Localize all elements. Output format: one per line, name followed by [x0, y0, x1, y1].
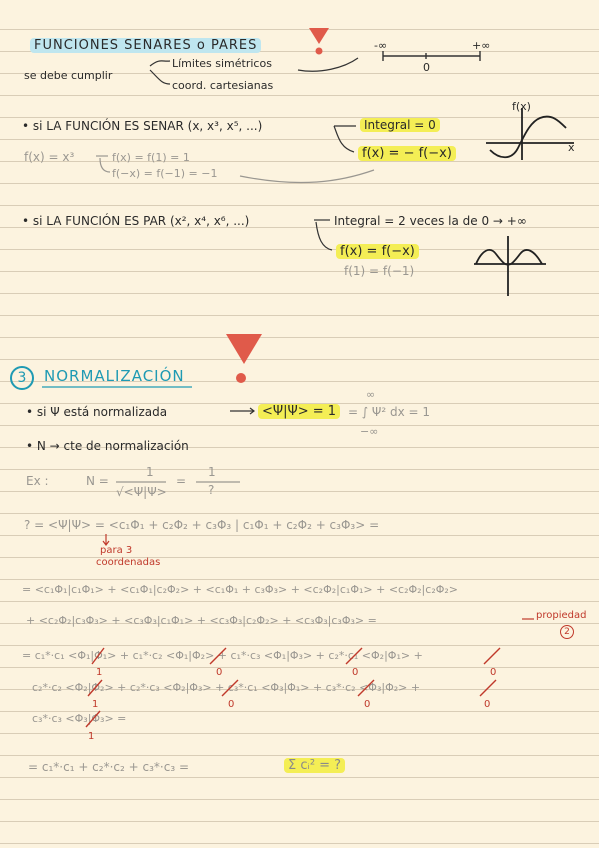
section-number: 3 — [10, 366, 34, 390]
branch-line — [150, 61, 170, 66]
final-sum: = c₁*·c₁ + c₂*·c₂ + c₃*·c₃ = — [28, 760, 189, 774]
arrow-line — [100, 158, 110, 172]
coefficient-line-2: c₂*·c₂ <Φ₂|Φ₂> + c₂*·c₃ <Φ₂|Φ₃> + c₃*·c₁ <Φ₃|Φ₁> + c₃*·c₂ <Φ₃|Φ₂> + — [32, 681, 421, 694]
propiedad-note: propiedad — [536, 610, 587, 621]
mark-zero: 0 — [216, 667, 223, 678]
axis-plus-inf-label: +∞ — [472, 39, 491, 52]
coefficient-line-3: c₃*·c₃ <Φ₃|Φ₃> = — [32, 712, 127, 725]
warning-icon — [309, 28, 329, 55]
example-denominator: √<Ψ|Ψ> — [116, 485, 167, 499]
senar-property: f(x) = − f(−x) — [358, 146, 456, 161]
bracket-expression: ? = <Ψ|Ψ> = <c₁Φ₁ + c₂Φ₂ + c₃Φ₃ | c₁Φ₁ + c₂Φ₂ + c₃Φ₃> = — [24, 518, 380, 532]
example-equals: = — [176, 474, 187, 488]
limites-simetricos-text: Límites simétricos — [172, 57, 272, 70]
coord-cartesianas-text: coord. cartesianas — [172, 79, 274, 92]
expansion-line-1: = <c₁Φ₁|c₁Φ₁> + <c₁Φ₁|c₂Φ₂> + <c₁Φ₁ + c₃Φ₃> + <c₂Φ₂|c₁Φ₁> + <c₂Φ₂|c₂Φ₂> — [22, 583, 459, 596]
par-bullet: • si LA FUNCIÓN ES PAR (x², x⁴, x⁶, ...) — [22, 214, 250, 228]
senar-example-f: f(x) = x³ — [24, 150, 75, 164]
graph-label-f: f(x) — [512, 100, 531, 113]
integral-lower-limit: −∞ — [360, 425, 379, 438]
mark-zero: 0 — [228, 699, 235, 710]
section-title: FUNCIONES SENARES o PARES — [30, 38, 261, 53]
normalized-bullet: • si Ψ está normalizada — [26, 405, 168, 419]
arrow-line — [240, 170, 374, 183]
even-function-graph — [474, 236, 546, 296]
mark-zero: 0 — [490, 667, 497, 678]
mark-zero: 0 — [364, 699, 371, 710]
strike-marks — [86, 648, 500, 727]
branch-line — [150, 70, 170, 84]
axis-zero-label: 0 — [423, 61, 430, 74]
para3-note-2: coordenadas — [96, 557, 161, 568]
normalized-integral: = ∫ Ψ² dx = 1 — [348, 405, 431, 419]
example-numerator-2: 1 — [208, 465, 216, 479]
example-n: N = — [86, 474, 109, 488]
senar-bullet: • si LA FUNCIÓN ES SENAR (x, x³, x⁵, ...) — [22, 119, 263, 133]
mark-one: 1 — [92, 699, 99, 710]
arrow-line — [298, 58, 358, 71]
para3-note-1: para 3 — [100, 545, 133, 556]
propiedad-number: 2 — [560, 625, 574, 639]
par-integral: Integral = 2 veces la de 0 → +∞ — [334, 214, 527, 228]
se-debe-cumplir-text: se debe cumplir — [24, 69, 113, 82]
axis-minus-inf-label: -∞ — [374, 39, 388, 52]
mark-one: 1 — [88, 731, 95, 742]
graph-label-x: x — [568, 141, 575, 154]
arrow-line — [316, 222, 332, 250]
final-result: Σ cᵢ² = ? — [284, 758, 345, 773]
number-line — [383, 51, 480, 61]
arrow-line — [334, 126, 354, 152]
senar-example-a: f(x) = f(1) = 1 — [112, 151, 190, 164]
example-denominator-2: ? — [208, 483, 215, 497]
normalized-condition: <Ψ|Ψ> = 1 — [258, 404, 340, 419]
senar-integral: Integral = 0 — [360, 118, 440, 132]
expansion-line-2: + <c₂Φ₂|c₃Φ₃> + <c₃Φ₃|c₁Φ₁> + <c₃Φ₃|c₂Φ₂> + <c₃Φ₃|c₃Φ₃> = — [26, 614, 377, 627]
par-property: f(x) = f(−x) — [336, 244, 419, 259]
normalization-constant-bullet: • N → cte de normalización — [26, 439, 189, 453]
example-label: Ex : — [26, 474, 49, 488]
example-numerator: 1 — [146, 465, 154, 479]
coefficient-line-1: = c₁*·c₁ <Φ₁|Φ₁> + c₁*·c₂ <Φ₁|Φ₂> + c₁*·c₃ <Φ₁|Φ₃> + c₂*·c₁ <Φ₂|Φ₁> + — [22, 649, 423, 662]
integral-upper-limit: ∞ — [366, 388, 376, 401]
mark-one: 1 — [96, 667, 103, 678]
section3-title: NORMALIZACIÓN — [44, 367, 185, 385]
senar-example-b: f(−x) = f(−1) = −1 — [112, 167, 218, 180]
mark-zero: 0 — [484, 699, 491, 710]
par-example: f(1) = f(−1) — [344, 264, 415, 278]
mark-zero: 0 — [352, 667, 359, 678]
odd-function-graph — [486, 108, 574, 160]
warning-icon — [226, 334, 262, 383]
